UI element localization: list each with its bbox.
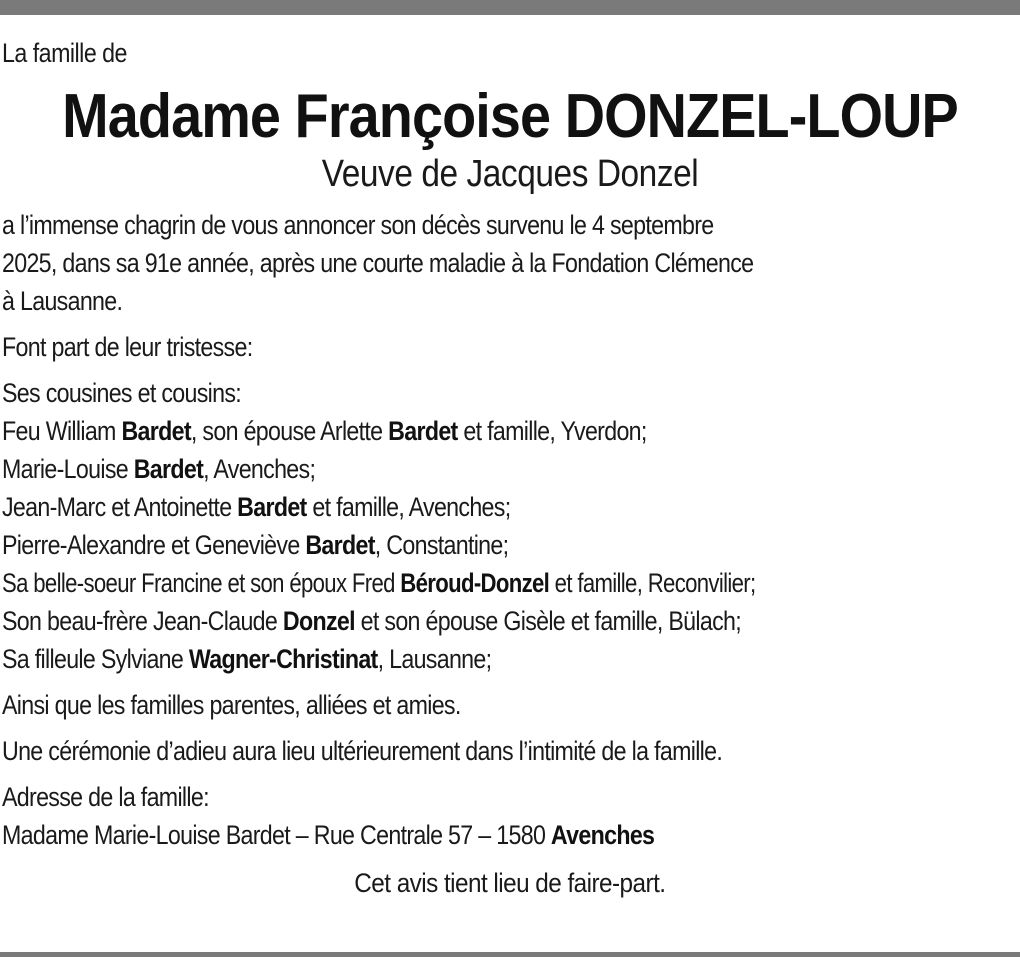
widow-of-line: Veuve de Jacques Donzel (321, 153, 699, 195)
top-rule (0, 0, 1020, 15)
bottom-rule (0, 952, 1020, 957)
family-entry: Marie-Louise Bardet, Avenches; (2, 454, 316, 484)
address-paragraph (2, 778, 1018, 854)
address-heading: Adresse de la famille: (2, 782, 209, 812)
family-entry: Pierre-Alexandre et Geneviève Bardet, Constantine; (2, 530, 509, 560)
family-entry: Sa filleule Sylviane Wagner-Christinat, Lausanne; (2, 644, 492, 674)
family-list (2, 374, 1018, 678)
family-entry: Feu William Bardet, son épouse Arlette Bardet et famille, Yverdon; (2, 416, 647, 446)
address-line: Madame Marie-Louise Bardet – Rue Centrale 57 – 1580 Avenches (2, 820, 655, 850)
ceremony-line: Une cérémonie d’adieu aura lieu ultérieurement dans l’intimité de la famille. (2, 736, 723, 766)
announcement-line: à Lausanne. (2, 286, 123, 316)
announcement-line: 2025, dans sa 91e année, après une courte maladie à la Fondation Clémence (2, 248, 754, 278)
cousins-heading: Ses cousines et cousins: (2, 378, 242, 408)
family-entry: Son beau-frère Jean-Claude Donzel et son épouse Gisèle et famille, Bülach; (2, 606, 741, 636)
ceremony-paragraph (2, 732, 1018, 770)
family-entry: Sa belle-soeur Francine et son époux Fred Béroud-Donzel et famille, Reconvilier; (2, 568, 756, 598)
announcement-line: a l’immense chagrin de vous annoncer son décès survenu le 4 septembre (2, 210, 714, 240)
obituary-notice (2, 34, 1018, 902)
share-line: Font part de leur tristesse: (2, 332, 253, 362)
closing-line: Cet avis tient lieu de faire-part. (354, 868, 666, 898)
relatives-line: Ainsi que les familles parentes, alliées et amies. (2, 690, 461, 720)
relatives-paragraph (2, 686, 1018, 724)
share-paragraph (2, 328, 1018, 366)
deceased-name: Madame Françoise DONZEL-LOUP (62, 82, 958, 151)
announcement-paragraph (2, 206, 1018, 320)
intro-text: La famille de (2, 38, 127, 68)
family-entry: Jean-Marc et Antoinette Bardet et famille, Avenches; (2, 492, 511, 522)
